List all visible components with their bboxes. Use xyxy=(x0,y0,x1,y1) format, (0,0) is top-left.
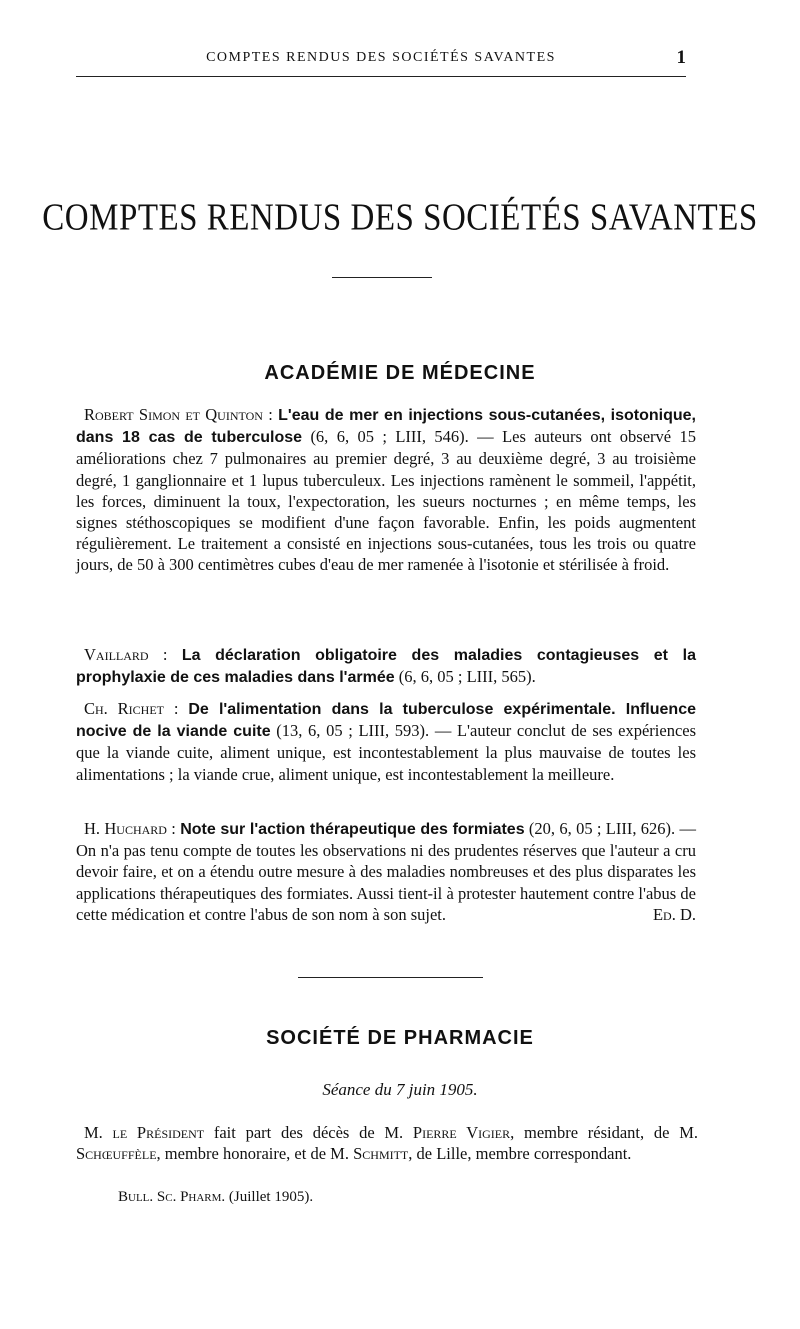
editor-signature: Ed. D. xyxy=(652,904,696,924)
running-title: COMPTES RENDUS DES SOCIÉTÉS SAVANTES xyxy=(206,50,556,65)
announcement-text: , membre honoraire, et de M. xyxy=(156,1144,354,1164)
seance-date: Séance du 7 juin 1905. xyxy=(322,1080,478,1099)
footer-journal: Bull. Sc. Pharm. xyxy=(118,1189,226,1205)
entry-reference: (20, 6, 05 ; LIII, 626). xyxy=(524,819,676,838)
page-number: 1 xyxy=(676,47,686,68)
section-title-pharmacie: SOCIÉTÉ DE PHARMACIE xyxy=(266,1027,534,1049)
entry-authors: Ch. Richet xyxy=(84,699,164,718)
entry-richet xyxy=(76,698,696,785)
entry-reference: (6, 6, 05 ; LIII, 546). xyxy=(302,427,469,447)
entry-reference: (13, 6, 05 ; LIII, 593). xyxy=(270,721,430,741)
section-title-academie: ACADÉMIE DE MÉDECINE xyxy=(264,362,536,384)
entry-title: Note sur l'action thérapeutique des formiates xyxy=(180,821,525,838)
entry-body: — Les auteurs ont observé 15 améliorations chez 7 pulmonaires au premier degré, 3 au deuxième degré, 3 au troisième degré, 1 ganglionnaire et 1 lupus tuberculeux. Les injections ramènent le sommeil, l'appétit, les forces, diminuent la toux, l'expectoration, les sueurs nocturnes ; en même temps, les signes stéthoscopiques se modifient d'une façon favorable. Enfin, les poids augmentent régulièrement. Le traitement a consisté en injections sous-cutanées, tous les trois ou quatre jours, de 50 à 300 centimètres cubes d'eau de mer ramenée à l'isotonie et stérilisée à froid. xyxy=(76,427,696,575)
running-head xyxy=(76,47,686,72)
footer-date: (Juillet 1905). xyxy=(228,1189,314,1205)
entry-separator: : xyxy=(262,405,279,424)
entry-authors: Robert Simon et Quinton xyxy=(84,405,263,424)
person-name: Schœuffèle xyxy=(76,1144,157,1164)
entry-huchard xyxy=(76,818,696,925)
entry-authors: Vaillard xyxy=(84,645,149,664)
title-divider xyxy=(332,277,432,278)
main-title: COMPTES RENDUS DES SOCIÉTÉS SAVANTES xyxy=(42,197,758,239)
entry-reference: (6, 6, 05 ; LIII, 565). xyxy=(394,667,536,687)
header-rule xyxy=(76,76,686,77)
person-name: Schmitt xyxy=(353,1144,409,1164)
president-label: M. le Président xyxy=(84,1123,205,1142)
person-name: Pierre Vigier xyxy=(412,1123,511,1142)
entry-body: — On n'a pas tenu compte de toutes les observations ni des prudentes réserves que l'auteur a cru devoir faire, et on a étendu outre mesure à des maladies nombreuses et des plus disparates les applications thérapeutiques des formiates. Aussi tient-il à protester hautement contre l'abus de cette médication et contre l'abus de son nom à son sujet. xyxy=(76,819,696,924)
announcement-text: fait part des décès de M. xyxy=(204,1123,413,1142)
entry-body: — L'auteur conclut de ses expériences que la viande cuite, aliment unique, est incontestablement la plus mauvaise de toutes les alimentations ; la viande crue, aliment unique, est incontestablement la meilleure. xyxy=(76,721,697,784)
entry-title: De l'alimentation dans la tuberculose expérimentale. Influence nocive de la viande cuite xyxy=(76,701,696,741)
entry-title: La déclaration obligatoire des maladies contagieuses et la prophylaxie de ces maladies dans l'armée xyxy=(76,647,696,687)
pharmacie-announcement xyxy=(76,1122,698,1164)
announcement-text: , membre résidant, de M. xyxy=(510,1123,698,1142)
entry-vaillard xyxy=(76,644,696,688)
footer-citation xyxy=(118,1189,313,1206)
entry-authors: H. Huchard xyxy=(84,819,167,838)
entry-title: L'eau de mer en injections sous-cutanées, isotonique, dans 18 cas de tuberculose xyxy=(76,407,696,447)
entry-separator: : xyxy=(148,645,182,664)
entry-separator: : xyxy=(166,819,181,838)
entry-separator: : xyxy=(164,699,189,718)
section-divider xyxy=(298,977,483,978)
entry-simon-quinton xyxy=(76,404,696,576)
announcement-text: , de Lille, membre correspondant. xyxy=(408,1144,632,1164)
